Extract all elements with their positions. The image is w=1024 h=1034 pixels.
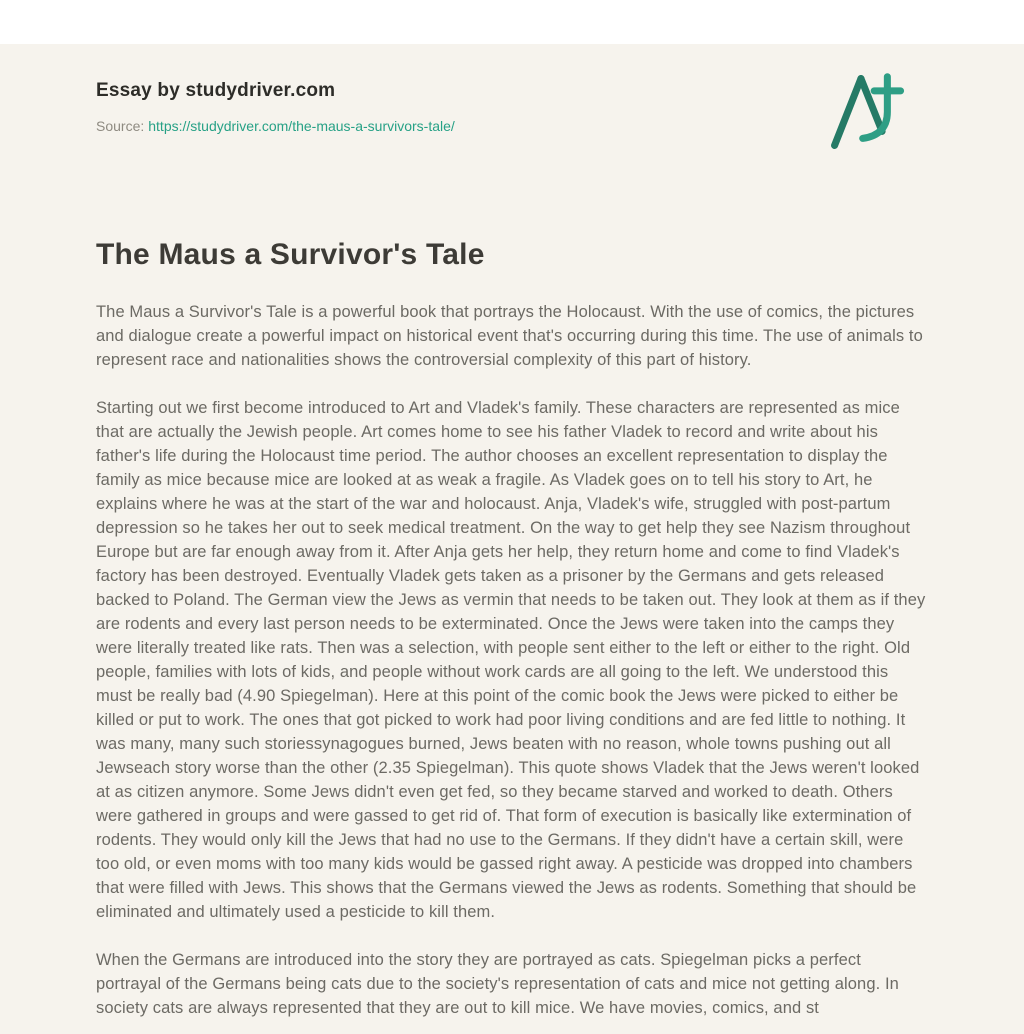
page-header [0,44,1024,134]
essay-body [96,300,928,1020]
source-link[interactable]: https://studydriver.com/the-maus-a-survivors-tale/ [148,118,455,134]
essay-content [0,238,1024,1020]
top-strip [0,0,1024,44]
essay-paragraph-2: Starting out we first become introduced to Art and Vladek's family. These characters are represented as mice that are actually the Jewish people. Art comes home to see his father Vladek to record and write about his father's life during the Holocaust time period. The author chooses an excellent representation to display the family as mice because mice are looked at as weak a fragile. As Vladek goes on to tell his story to Art, he explains where he was at the start of the war and holocaust. Anja, Vladek's wife, struggled with post-partum depression so he takes her out to seek medical treatment. On the way to get help they see Nazism throughout Europe but are far enough away from it. After Anja gets her help, they return home and come to find Vladek's factory has been destroyed. Eventually Vladek gets taken as a prisoner by the Germans and gets released backed to Poland. The German view the Jews as vermin that needs to be taken out. They look at them as if they are rodents and every last person needs to be exterminated. Once the Jews were taken into the camps they were literally treated like rats. Then was a selection, with people sent either to the left or either to the right. Old people, families with lots of kids, and people without work cards are all going to the left. We understood this must be really bad (4.90 Spiegelman). Here at this point of the comic book the Jews were picked to either be killed or put to work. The ones that got picked to work had poor living conditions and are fed little to nothing. It was many, many such storiessynagogues burned, Jews beaten with no reason, whole towns pushing out all Jewseach story worse than the other (2.35 Spiegelman). This quote shows Vladek that the Jews weren't looked at as citizen anymore. Some Jews didn't even get fed, so they became starved and worked to death. Others were gathered in groups and were gassed to get rid of. That form of execution is basically like extermination of rodents. They would only kill the Jews that had no use to the Germans. If they didn't have a certain skill, were too old, or even moms with too many kids would be gassed right away. A pesticide was dropped into chambers that were filled with Jews. This shows that the Germans viewed the Jews as rodents. Something that should be eliminated and ultimately used a pesticide to kill them. [96,399,926,921]
source-label: Source: [96,118,145,134]
page-title: The Maus a Survivor's Tale [96,238,485,271]
source-line [96,118,928,134]
studydriver-logo-icon [824,66,912,158]
essay-paragraph-3: When the Germans are introduced into the story they are portrayed as cats. Spiegelman picks a perfect portrayal of the Germans being cats due to the society's representation of cats and mice not getting along. In society cats are always represented that they are out to kill mice. We have movies, comics, and st [96,951,899,1017]
essay-byline: Essay by studydriver.com [96,80,336,101]
essay-paragraph-1: The Maus a Survivor's Tale is a powerful book that portrays the Holocaust. With the use of comics, the pictures and dialogue create a powerful impact on historical event that's occurring during this time. The use of animals to represent race and nationalities shows the controversial complexity of this part of history. [96,303,923,369]
